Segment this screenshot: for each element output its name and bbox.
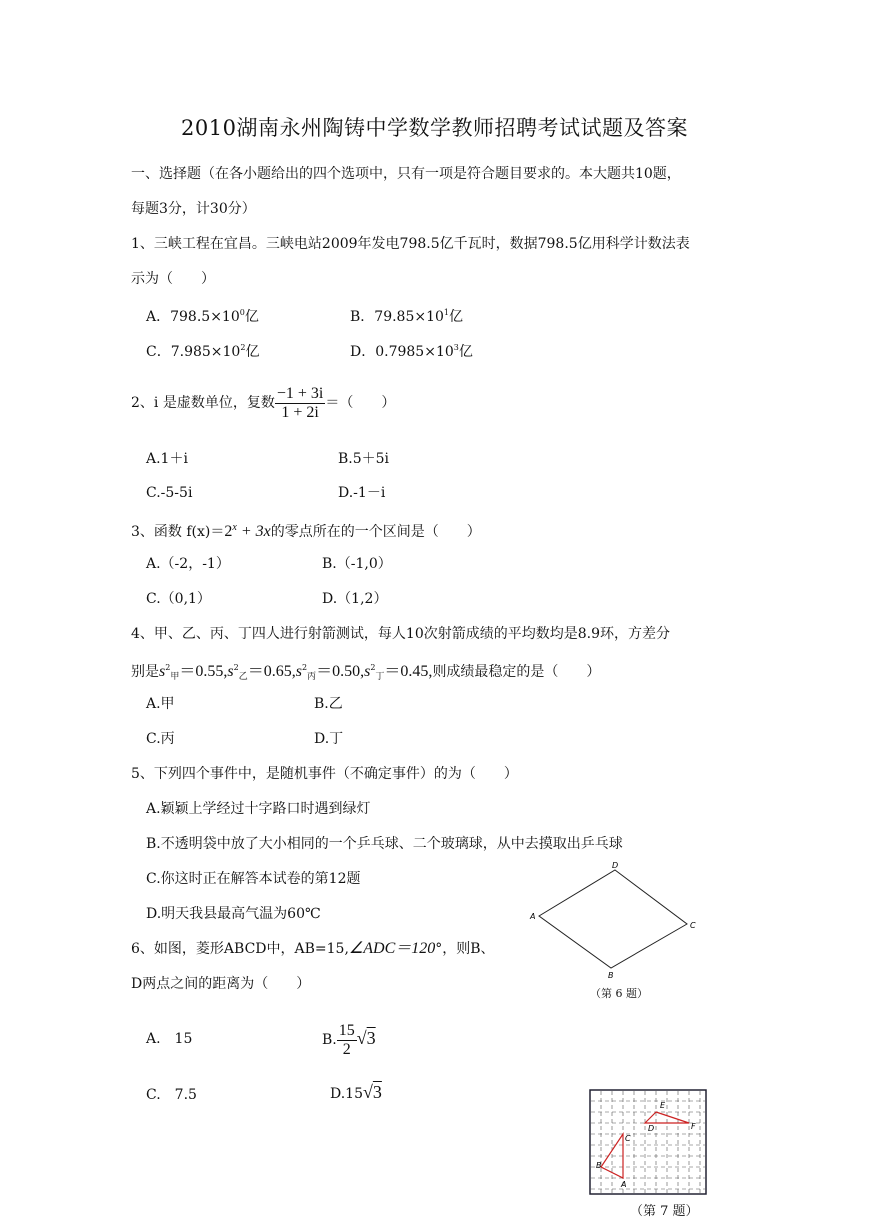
rhombus-shape: [539, 870, 687, 968]
q5-option-c: C.你这时正在解答本试卷的第12题: [146, 871, 361, 887]
q4-option-d: D.丁: [314, 731, 344, 747]
q6-option-b: B. $\frac{15}{2}$ √3: [322, 1021, 376, 1058]
vertex-label-d: D: [612, 861, 619, 870]
q1-option-c: C．$7.985\times 10^2$亿: [146, 343, 260, 360]
page-title: 2010湖南永州陶铸中学数学教师招聘考试试题及答案: [181, 116, 688, 140]
q6-stem-line2: D两点之间的距离为（ ）: [131, 976, 311, 992]
q4-stem-line2: 别是$s^2_甲=0.55,s^2_乙=0.65,s^2_丙=0.50,s^2_丁=0.45$,则成绩最稳定的是（ ）: [131, 663, 601, 682]
vertex-label-b: B: [608, 971, 614, 980]
point-label-d: D: [648, 1124, 655, 1133]
vertex-label-c: C: [690, 921, 696, 930]
grid-border: [590, 1090, 706, 1194]
q3-option-a: A.（-2，-1）: [146, 556, 230, 572]
q1-stem-line2: 示为（ ）: [131, 271, 215, 287]
q2-option-d: D.-1－i: [338, 485, 386, 501]
q4-option-c: C.丙: [146, 731, 175, 747]
section-heading-line1: 一、选择题（在各小题给出的四个选项中，只有一项是符合题目要求的。本大题共10题，: [131, 166, 681, 182]
vertex-label-a: A: [530, 912, 536, 921]
q6-option-c: C. 7.5: [146, 1087, 197, 1103]
figure-7-grid: [588, 1088, 708, 1196]
q3-option-c: C.（0,1）: [146, 591, 211, 607]
q1-option-a: A．$798.5\times 10^0$亿: [146, 308, 259, 325]
q2-option-c: C.-5-5i: [146, 485, 193, 501]
point-label-c: C: [625, 1134, 631, 1143]
q1-stem-line1: 1、三峡工程在宜昌。三峡电站2009年发电798.5亿千瓦时，数据798.5亿用科学计数法表: [131, 236, 690, 252]
q2-fraction: $\frac{-1 + 3i}{1 + 2i}$: [276, 384, 324, 421]
point-label-b: B: [596, 1161, 602, 1170]
section-heading-line2: 每题3分，计30分）: [131, 201, 256, 217]
q4-option-a: A.甲: [146, 696, 175, 712]
figure-6-rhombus: [525, 858, 705, 983]
q6-stem-line1: 6、如图，菱形ABCD中，AB=15,∠ADC＝120°，则B、: [131, 940, 495, 957]
q5-option-d: D.明天我县最高气温为60℃: [146, 906, 321, 922]
q6-option-d: D.15√3: [330, 1082, 382, 1102]
figure-6-caption: （第 6 题）: [590, 987, 648, 1000]
q2-option-b: B.5＋5i: [338, 451, 390, 467]
q3-option-d: D.（1,2）: [322, 591, 388, 607]
figure-7-caption: （第 7 题）: [630, 1204, 699, 1219]
q3-stem: 3、函数 $f(x)=2^x + 3x$的零点所在的一个区间是（ ）: [131, 522, 481, 540]
q1-option-d: D．$0.7985\times 10^3$亿: [350, 343, 473, 360]
q3-option-b: B.（-1,0）: [322, 556, 392, 572]
point-label-e: E: [660, 1101, 666, 1110]
q5-option-b: B.不透明袋中放了大小相同的一个乒乓球、二个玻璃球，从中去摸取出乒乓球: [146, 836, 623, 852]
q1-option-b: B．$79.85\times 10^1$亿: [350, 308, 464, 325]
q2-stem: 2、i 是虚数单位，复数 $\frac{-1 + 3i}{1 + 2i}$ ＝（ ）: [131, 384, 396, 421]
q4-stem-line1: 4、甲、乙、丙、丁四人进行射箭测试，每人10次射箭成绩的平均数均是8.9环，方差分: [131, 626, 670, 642]
q5-option-a: A.颖颖上学经过十字路口时遇到绿灯: [146, 801, 371, 817]
q2-option-a: A.1＋i: [146, 451, 188, 467]
point-label-a: A: [621, 1180, 627, 1189]
q6-option-a: A. 15: [146, 1031, 193, 1047]
q4-option-b: B.乙: [314, 696, 343, 712]
point-label-f: F: [691, 1122, 696, 1131]
q5-stem: 5、下列四个事件中，是随机事件（不确定事件）的为（ ）: [131, 766, 518, 782]
